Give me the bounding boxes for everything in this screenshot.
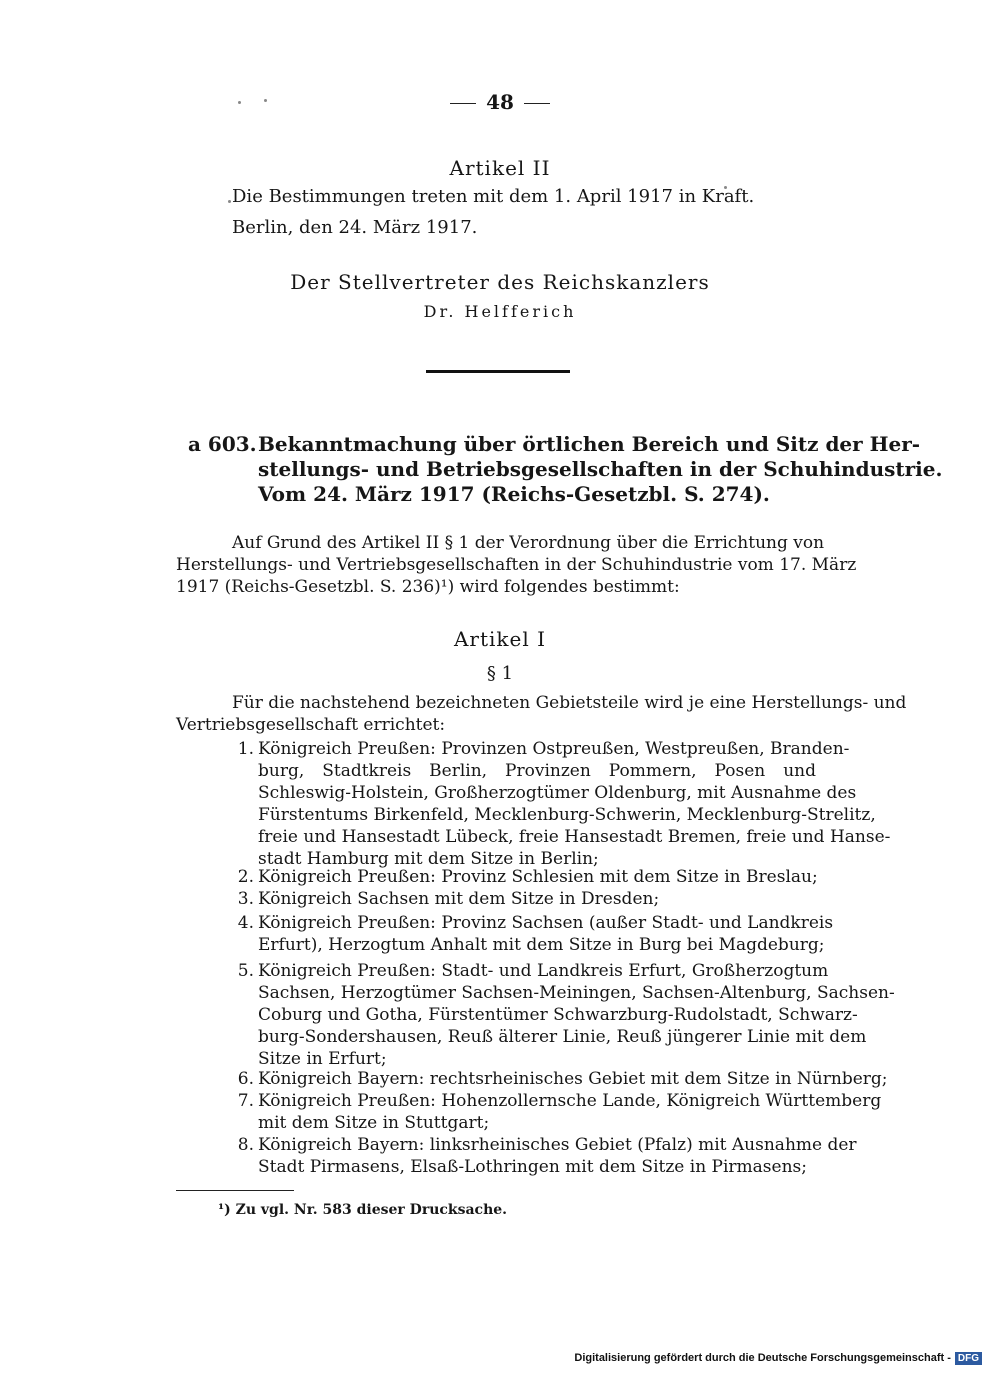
list-item-line: Königreich Sachsen mit dem Sitze in Dresden; [258,889,660,909]
list-item-number: 4. [237,913,254,933]
list-item-text [258,738,891,870]
list-item-line: Königreich Preußen: Stadt- und Landkreis Erfurt, Großherzogtum [258,961,829,981]
list-item-line: burg-Sondershausen, Reuß älterer Linie, Reuß jüngerer Linie mit dem [258,1027,867,1047]
list-item-number: 6. [237,1069,254,1089]
list-item [232,1068,888,1090]
list-item-number: 1. [237,739,254,759]
list-item-line: Königreich Bayern: rechtsrheinisches Gebiet mit dem Sitze in Nürnberg; [258,1069,888,1089]
list-item [232,866,816,888]
list-item-line: Erfurt), Herzogtum Anhalt mit dem Sitze in Burg bei Magdeburg; [258,935,825,955]
list-item-text [258,1090,882,1134]
list-item-line: freie und Hansestadt Lübeck, freie Hansestadt Bremen, freie und Hanse- [258,827,891,847]
list-item-number: 8. [237,1135,254,1155]
page-number: 48 [486,90,514,114]
list-item [232,1090,882,1134]
lead-line: Vertriebsgesellschaft errichtet: [176,715,446,735]
dash-right [524,103,550,104]
list-item-text [258,866,816,888]
dash-left [450,103,476,104]
section-divider [426,370,570,373]
list-item [232,1134,857,1178]
list-item-line: Königreich Bayern: linksrheinisches Gebiet (Pfalz) mit Ausnahme der [258,1135,857,1155]
list-item-number: 2. [237,867,254,887]
artikel-i-heading: Artikel I [453,627,547,651]
list-item-line: Königreich Preußen: Hohenzollernsche Lande, Königreich Württemberg [258,1091,882,1111]
list-item-number: 3. [237,889,254,909]
decree-number: a 603. [188,432,257,456]
lead-paragraph [176,692,907,736]
footnote: ¹) Zu vgl. Nr. 583 dieser Drucksache. [218,1202,508,1218]
list-item-line: Stadt Pirmasens, Elsaß-Lothringen mit dem Sitze in Pirmasens; [258,1157,807,1177]
decree-title-line: Bekanntmachung über örtlichen Bereich und Sitz der Her- [258,432,921,456]
list-item-text [258,888,816,910]
list-item-line: Sitze in Erfurt; [258,1049,387,1069]
list-item-text [258,912,834,956]
list-item-line: Königreich Preußen: Provinz Sachsen (außer Stadt- und Landkreis [258,913,834,933]
footnote-rule [176,1190,294,1191]
lead-line: Für die nachstehend bezeichneten Gebietsteile wird je eine Herstellungs- und [232,693,907,713]
intro-line: Auf Grund des Artikel II § 1 der Verordnung über die Errichtung von [232,533,825,553]
credit-text: Digitalisierung gefördert durch die Deutsche Forschungsgemeinschaft - [574,1352,951,1364]
list-item-number: 5. [237,961,254,981]
dfg-logo: DFG [955,1352,982,1365]
page-number-line [0,90,1000,114]
list-item-line: stadt Hamburg mit dem Sitze in Berlin; [258,849,599,869]
scan-speck [228,200,231,203]
list-item-line: mit dem Sitze in Stuttgart; [258,1113,490,1133]
list-item [232,738,891,870]
decree-title-line: Vom 24. März 1917 (Reichs-Gesetzbl. S. 274). [258,482,770,506]
list-item-text [258,1068,888,1090]
list-item-line: burg, Stadtkreis Berlin, Provinzen Pommern, Posen und [258,761,816,781]
place-date: Berlin, den 24. März 1917. [232,217,478,238]
list-item-line: Sachsen, Herzogtümer Sachsen-Meiningen, Sachsen-Altenburg, Sachsen- [258,983,895,1003]
intro-line: Herstellungs- und Vertriebsgesellschaften in der Schuhindustrie vom 17. März [176,555,857,575]
intro-paragraph [176,532,857,598]
list-item-text [258,960,895,1070]
signature-name: Dr. Helfferich [423,302,577,321]
artikel-ii-text: Die Bestimmungen treten mit dem 1. April 1917 in Kraft. [232,186,755,207]
list-item-line: Königreich Preußen: Provinz Schlesien mit dem Sitze in Breslau; [258,867,818,887]
decree-title-line: stellungs- und Betriebsgesellschaften in der Schuhindustrie. [258,457,943,481]
list-item [232,888,816,910]
funding-credit [574,1352,982,1365]
list-item-line: Coburg und Gotha, Fürstentümer Schwarzburg-Rudolstadt, Schwarz- [258,1005,858,1025]
intro-line: 1917 (Reichs-Gesetzbl. S. 236)¹) wird folgendes bestimmt: [176,577,680,597]
list-item [232,912,834,956]
list-item-line: Fürstentums Birkenfeld, Mecklenburg-Schwerin, Mecklenburg-Strelitz, [258,805,876,825]
list-item-text [258,1134,857,1178]
list-item-line: Schleswig-Holstein, Großherzogtümer Oldenburg, mit Ausnahme des [258,783,857,803]
signature-title: Der Stellvertreter des Reichskanzlers [290,270,710,294]
list-item-number: 7. [237,1091,254,1111]
list-item [232,960,895,1070]
section-heading: § 1 [486,663,514,684]
list-item-line: Königreich Preußen: Provinzen Ostpreußen, Westpreußen, Branden- [258,739,850,759]
artikel-ii-heading: Artikel II [449,156,551,180]
